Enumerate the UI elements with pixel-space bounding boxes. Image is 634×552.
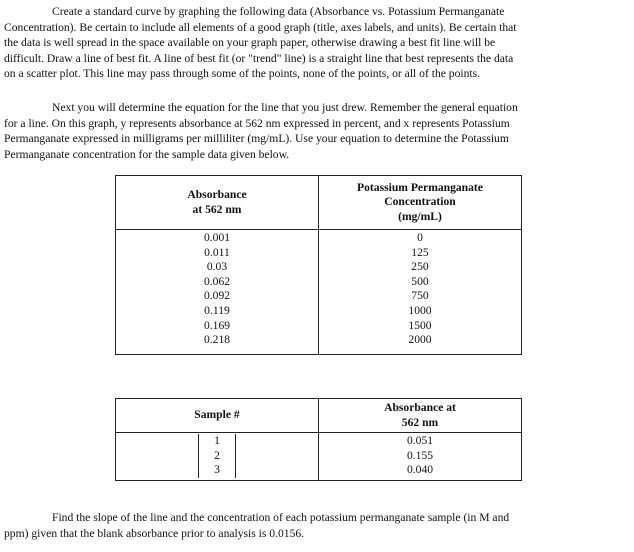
header-sample-absorbance: Absorbance at 562 nm	[319, 399, 522, 433]
text-line: difficult. Draw a line of best fit. A line of best fit (or "trend" line) is a straight line that best represents the data	[4, 51, 514, 65]
header-absorbance: Absorbance at 562 nm	[116, 176, 319, 230]
question-text	[4, 510, 630, 541]
text-line: Permanganate expressed in milligrams per milliliter (mg/mL). Use your equation to determine the Potassium	[4, 132, 509, 146]
table-header-row	[116, 176, 522, 230]
absorbance-values-cell: 0.001 0.011 0.03 0.062 0.092 0.119 0.169 0.218	[116, 230, 319, 355]
text-line: Find the slope of the line and the concentration of each potassium permanganate sample (in M and	[52, 511, 510, 524]
table-header-row	[116, 399, 522, 433]
header-concentration: Potassium Permanganate Concentration (mg/mL)	[319, 176, 522, 230]
standard-data-table	[115, 175, 522, 355]
text-line: Next you will determine the equation for the line that you just drew. Remember the general equation	[52, 101, 518, 114]
text-line: Create a standard curve by graphing the following data (Absorbance vs. Potassium Permanganate	[52, 5, 505, 18]
sample-data-table	[115, 398, 522, 481]
instructions-graphing	[4, 4, 630, 82]
header-sample-number: Sample #	[116, 399, 319, 433]
table-row	[116, 230, 522, 355]
sample-number-cell: 1 2 3	[116, 433, 319, 481]
text-line: ppm) given that the blank absorbance prior to analysis is 0.0156.	[4, 526, 305, 540]
text-line: for a line. On this graph, y represents absorbance at 562 nm expressed in percent, and x represents Potassium	[4, 116, 510, 130]
text-line: the data is well spread in the space available on your graph paper, otherwise drawing a best fit line will be	[4, 36, 496, 50]
concentration-values-cell: 0 125 250 500 750 1000 1500 2000	[319, 230, 522, 355]
sample-absorbance-cell: 0.051 0.155 0.040	[319, 433, 522, 481]
text-line: Concentration). Be certain to include all elements of a good graph (title, axes labels, and units). Be certain that	[4, 20, 517, 34]
instructions-equation	[4, 100, 630, 162]
table-row	[116, 433, 522, 481]
text-line: Permanganate concentration for the sample data given below.	[4, 147, 290, 161]
text-line: on a scatter plot. This line may pass through some of the points, none of the points, or all of the points.	[4, 67, 481, 81]
